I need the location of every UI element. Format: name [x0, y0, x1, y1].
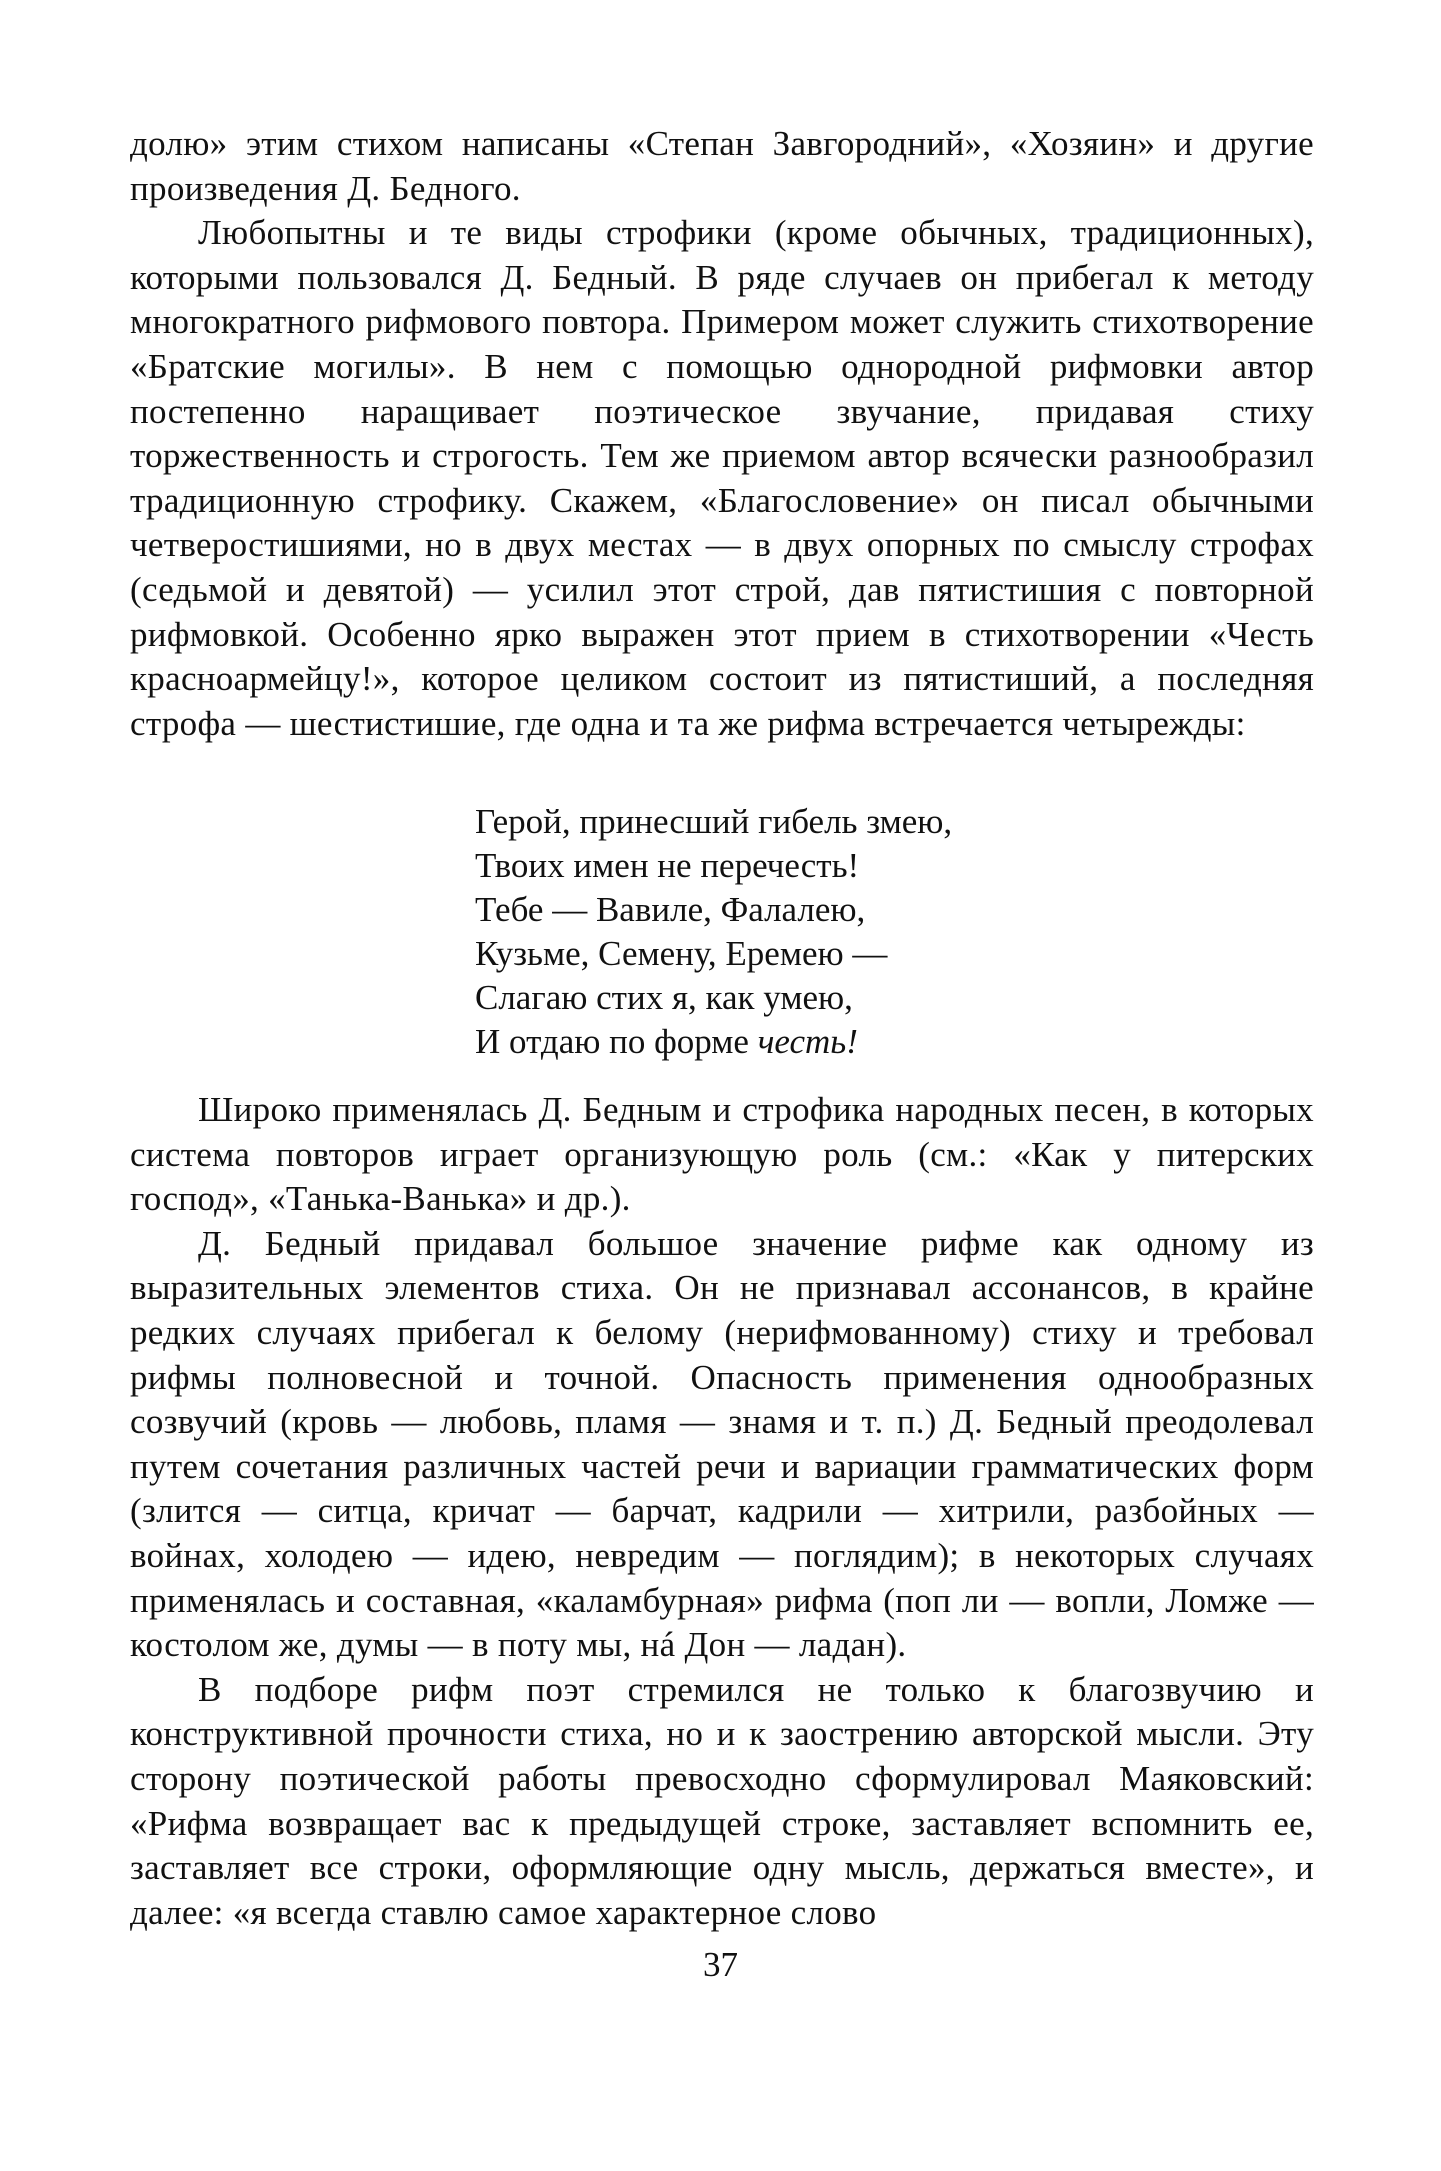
poem-line: Твоих имен не перечесть!: [475, 846, 860, 885]
poem-line-last: [475, 1020, 1175, 1064]
poem-line: Кузьме, Семену, Еремею —: [475, 934, 888, 973]
text-block-top: [130, 122, 1314, 746]
paragraph: Любопытны и те виды строфики (кроме обычных, традиционных), которыми пользовался Д. Бедный. В ряде случаев он прибегал к методу многократного рифмового повтора. Примером может служить стихотворение «Братские могилы». В нем с помощью однородной рифмовки автор постепенно наращивает поэтическое звучание, придавая стиху торжественность и строгость. Тем же приемом автор всячески разнообразил традиционную строфику. Скажем, «Благословение» он писал обычными четверостишиями, но в двух местах — в двух опорных по смыслу строфах (седьмой и девятой) — усилил этот строй, дав пятистишия с повторной рифмовкой. Особенно ярко выражен этот прием в стихотворении «Честь красноармейцу!», которое целиком состоит из пятистиший, а последняя строфа — шестистишие, где одна и та же рифма встречается четырежды:: [130, 213, 1314, 743]
poem-line-last-plain: И отдаю по форме: [475, 1022, 758, 1061]
paragraph: долю» этим стихом написаны «Степан Завгородний», «Хозяин» и другие произведения Д. Бедного.: [130, 124, 1314, 208]
page-number: 37: [703, 1945, 738, 1984]
poem-line-last-italic: честь!: [757, 1022, 858, 1061]
paragraph: В подборе рифм поэт стремился не только к благозвучию и конструктивной прочности стиха, но и к заострению авторской мысли. Эту сторону поэтической работы превосходно сформулировал Маяковский: «Рифма возвращает вас к предыдущей строке, заставляет вспомнить ее, заставляет все строки, оформляющие одну мысль, держаться вместе», и далее: «я всегда ставлю самое характерное слово: [130, 1669, 1314, 1932]
poem-quote: [475, 800, 1175, 1064]
poem-line: Герой, принесший гибель змею,: [475, 802, 953, 841]
text-block-bottom: [130, 1088, 1314, 1935]
poem-line: Слагаю стих я, как умею,: [475, 978, 853, 1017]
poem-line: Тебе — Вавиле, Фалалею,: [475, 890, 866, 929]
paragraph: Широко применялась Д. Бедным и строфика народных песен, в которых система повторов играет организующую роль (см.: «Как у питерских господ», «Танька-Ванька» и др.).: [130, 1090, 1314, 1219]
paragraph: Д. Бедный придавал большое значение рифме как одному из выразительных элементов стиха. Он не признавал ассонансов, в крайне редких случаях прибегал к белому (нерифмованному) стиху и требовал рифмы полновесной и точной. Опасность применения однообразных созвучий (кровь — любовь, пламя — знамя и т. п.) Д. Бедный преодолевал путем сочетания различных частей речи и вариации грамматических форм (злится — ситца, кричат — барчат, кадрили — хитрили, разбойных — войнах, холодею — идею, невредим — поглядим); в некоторых случаях применялась и составная, «каламбурная» рифма (поп ли — вопли, Ломже — костолом же, думы — в поту мы, нá Дон — ладан).: [130, 1223, 1314, 1665]
